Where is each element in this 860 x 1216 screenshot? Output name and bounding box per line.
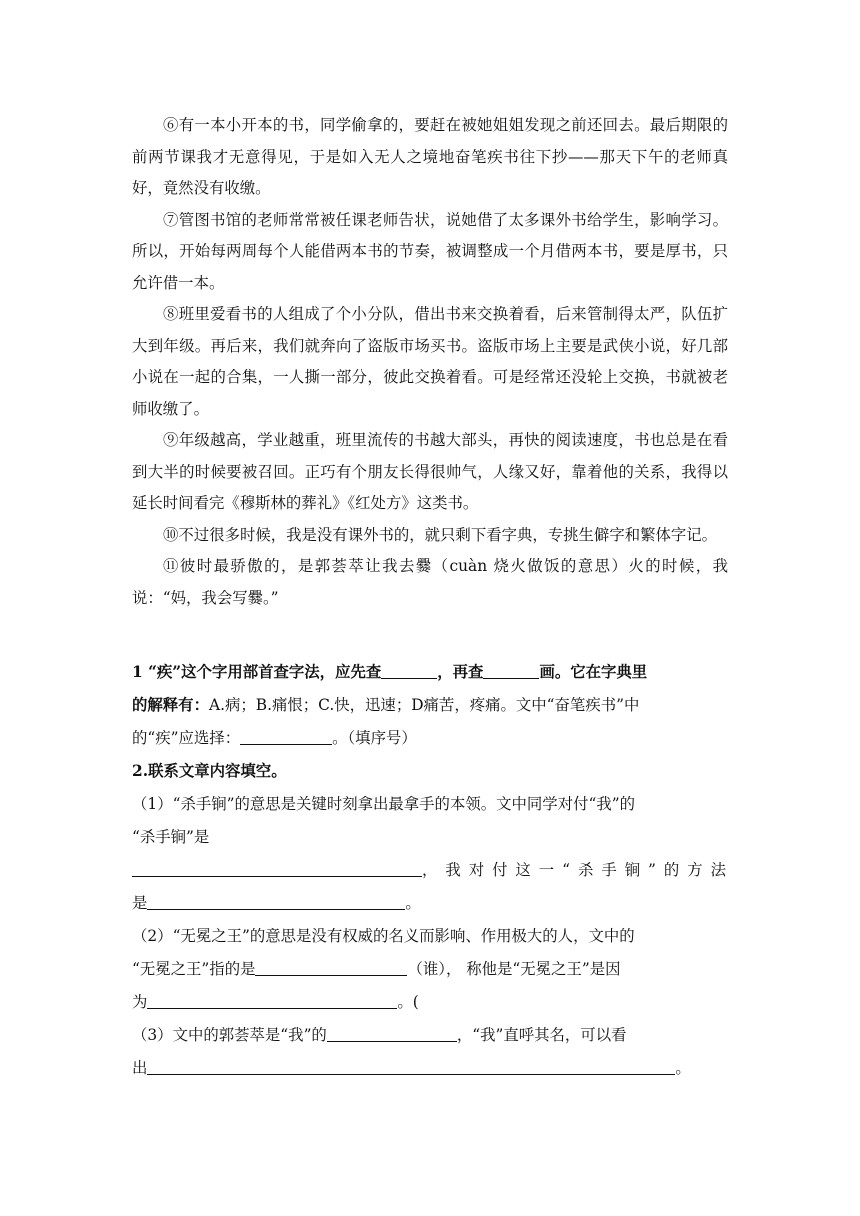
uncrowned-king-blank[interactable] [255, 959, 407, 976]
question-1-text-c: 画。它在字典里 [539, 663, 648, 681]
passage [132, 110, 728, 614]
countermeasure-blank[interactable] [147, 893, 405, 910]
question-1-text-b: ，再查 [437, 663, 484, 681]
question-2-1-line-4 [132, 887, 730, 920]
paragraph-9: ⑨年级越高，学业越重，班里流传的书越大部头，再快的阅读速度，书也总是在看到大半的时候要被召回。正巧有个朋友长得很帅气，人缘又好，靠着他的关系，我得以延长时间看完《穆斯林的葬礼》《红处方》这类书。 [132, 431, 728, 512]
paragraph-11: ⑪彼时最骄傲的，是郭荟萃让我去爨（cuàn 烧火做饭的意思）火的时候，我说：“妈，我会写爨。” [132, 557, 728, 607]
question-1-text-f: 的“疾”应选择： [132, 729, 241, 747]
reason-blank[interactable] [147, 992, 397, 1009]
question-2 [132, 755, 730, 1085]
question-2-3-text-b: ，“我”直呼其名，可以看 [456, 1026, 627, 1044]
question-1-options: A.病；B.痛恨；C.快，迅速；D痛苦，疼痛。文中“奋笔疾书”中 [208, 696, 640, 714]
question-2-2-text-a: “无冕之王”指的是 [132, 960, 256, 978]
paragraph-7: ⑦管图书馆的老师常常被任课老师告状，说她借了太多课外书给学生，影响学习。所以，开始每两周每个人能借两本书的节奏，被调整成一个月借两本书，要是厚书，只允许借一本。 [132, 210, 728, 292]
paragraph-6: ⑥有一本小开本的书，同学偷拿的，要赶在被她姐姐发现之前还回去。最后期限的前两节课我才无意得见，于是如入无人之境地奋笔疾书往下抄——那天下午的老师真好，竟然没有收缴。 [132, 116, 728, 197]
question-1 [132, 656, 730, 755]
question-2-2-line-2 [132, 953, 730, 986]
question-1-text-g: 。（填序号） [332, 729, 417, 747]
paragraph-8: ⑧班里爱看书的人组成了个小分队，借出书来交换着看，后来管制得太严，队伍扩大到年级。再后来，我们就奔向了盗版市场买书。盗版市场上主要是武侠小说，好几部小说在一起的合集，一人撕一部分，彼此交换着看。可是经常还没轮上交换，书就被老师收缴了。 [132, 305, 728, 418]
radical-blank[interactable] [381, 662, 437, 679]
question-2-1-line-2: “杀手锏”是 [132, 828, 210, 846]
relationship-blank[interactable] [327, 1025, 457, 1042]
question-1-text-d: 的解释有： [132, 696, 209, 714]
question-1-line-2 [132, 689, 730, 722]
question-1-text-a: 1 “疾”这个字用部首查字法，应先查 [132, 663, 382, 681]
question-2-2-text-start: 为 [132, 993, 148, 1011]
question-2-3-text-start: 出 [132, 1059, 148, 1077]
question-2-1-text-end: 。 [405, 894, 421, 912]
question-2-2-line-3 [132, 986, 730, 1019]
stroke-count-blank[interactable] [483, 662, 539, 679]
inference-blank[interactable] [147, 1058, 675, 1075]
question-2-1-line-1: （1）“杀手锏”的意思是关键时刻拿出最拿手的本领。文中同学对付“我”的 [132, 795, 635, 813]
question-2-1-line-3 [132, 854, 730, 887]
question-2-2-line-1: （2）“无冕之王”的意思是没有权威的名义而影响、作用极大的人，文中的 [132, 927, 635, 945]
question-2-1-text-start: 是 [132, 894, 148, 912]
question-2-title: 2.联系文章内容填空。 [132, 762, 287, 780]
killer-move-blank[interactable] [132, 860, 422, 877]
question-2-1-text: ，我对付这一“杀手锏”的方法 [422, 861, 726, 879]
question-2-3-line-2 [132, 1052, 730, 1085]
question-2-3-text-a: （3）文中的郭荟萃是“我”的 [132, 1026, 327, 1044]
paragraph-10: ⑩不过很多时候，我是没有课外书的，就只剩下看字典，专挑生僻字和繁体字记。 [163, 525, 718, 544]
question-2-3-line-1 [132, 1019, 730, 1052]
question-2-3-text-end: 。 [675, 1059, 691, 1077]
question-1-line-3 [132, 722, 730, 755]
question-2-2-text-b: （谁）， 称他是“无冕之王”是因 [407, 960, 621, 978]
meaning-choice-blank[interactable] [240, 728, 332, 745]
question-2-2-text-end: 。( [397, 993, 419, 1011]
question-1-line-1 [132, 656, 730, 689]
